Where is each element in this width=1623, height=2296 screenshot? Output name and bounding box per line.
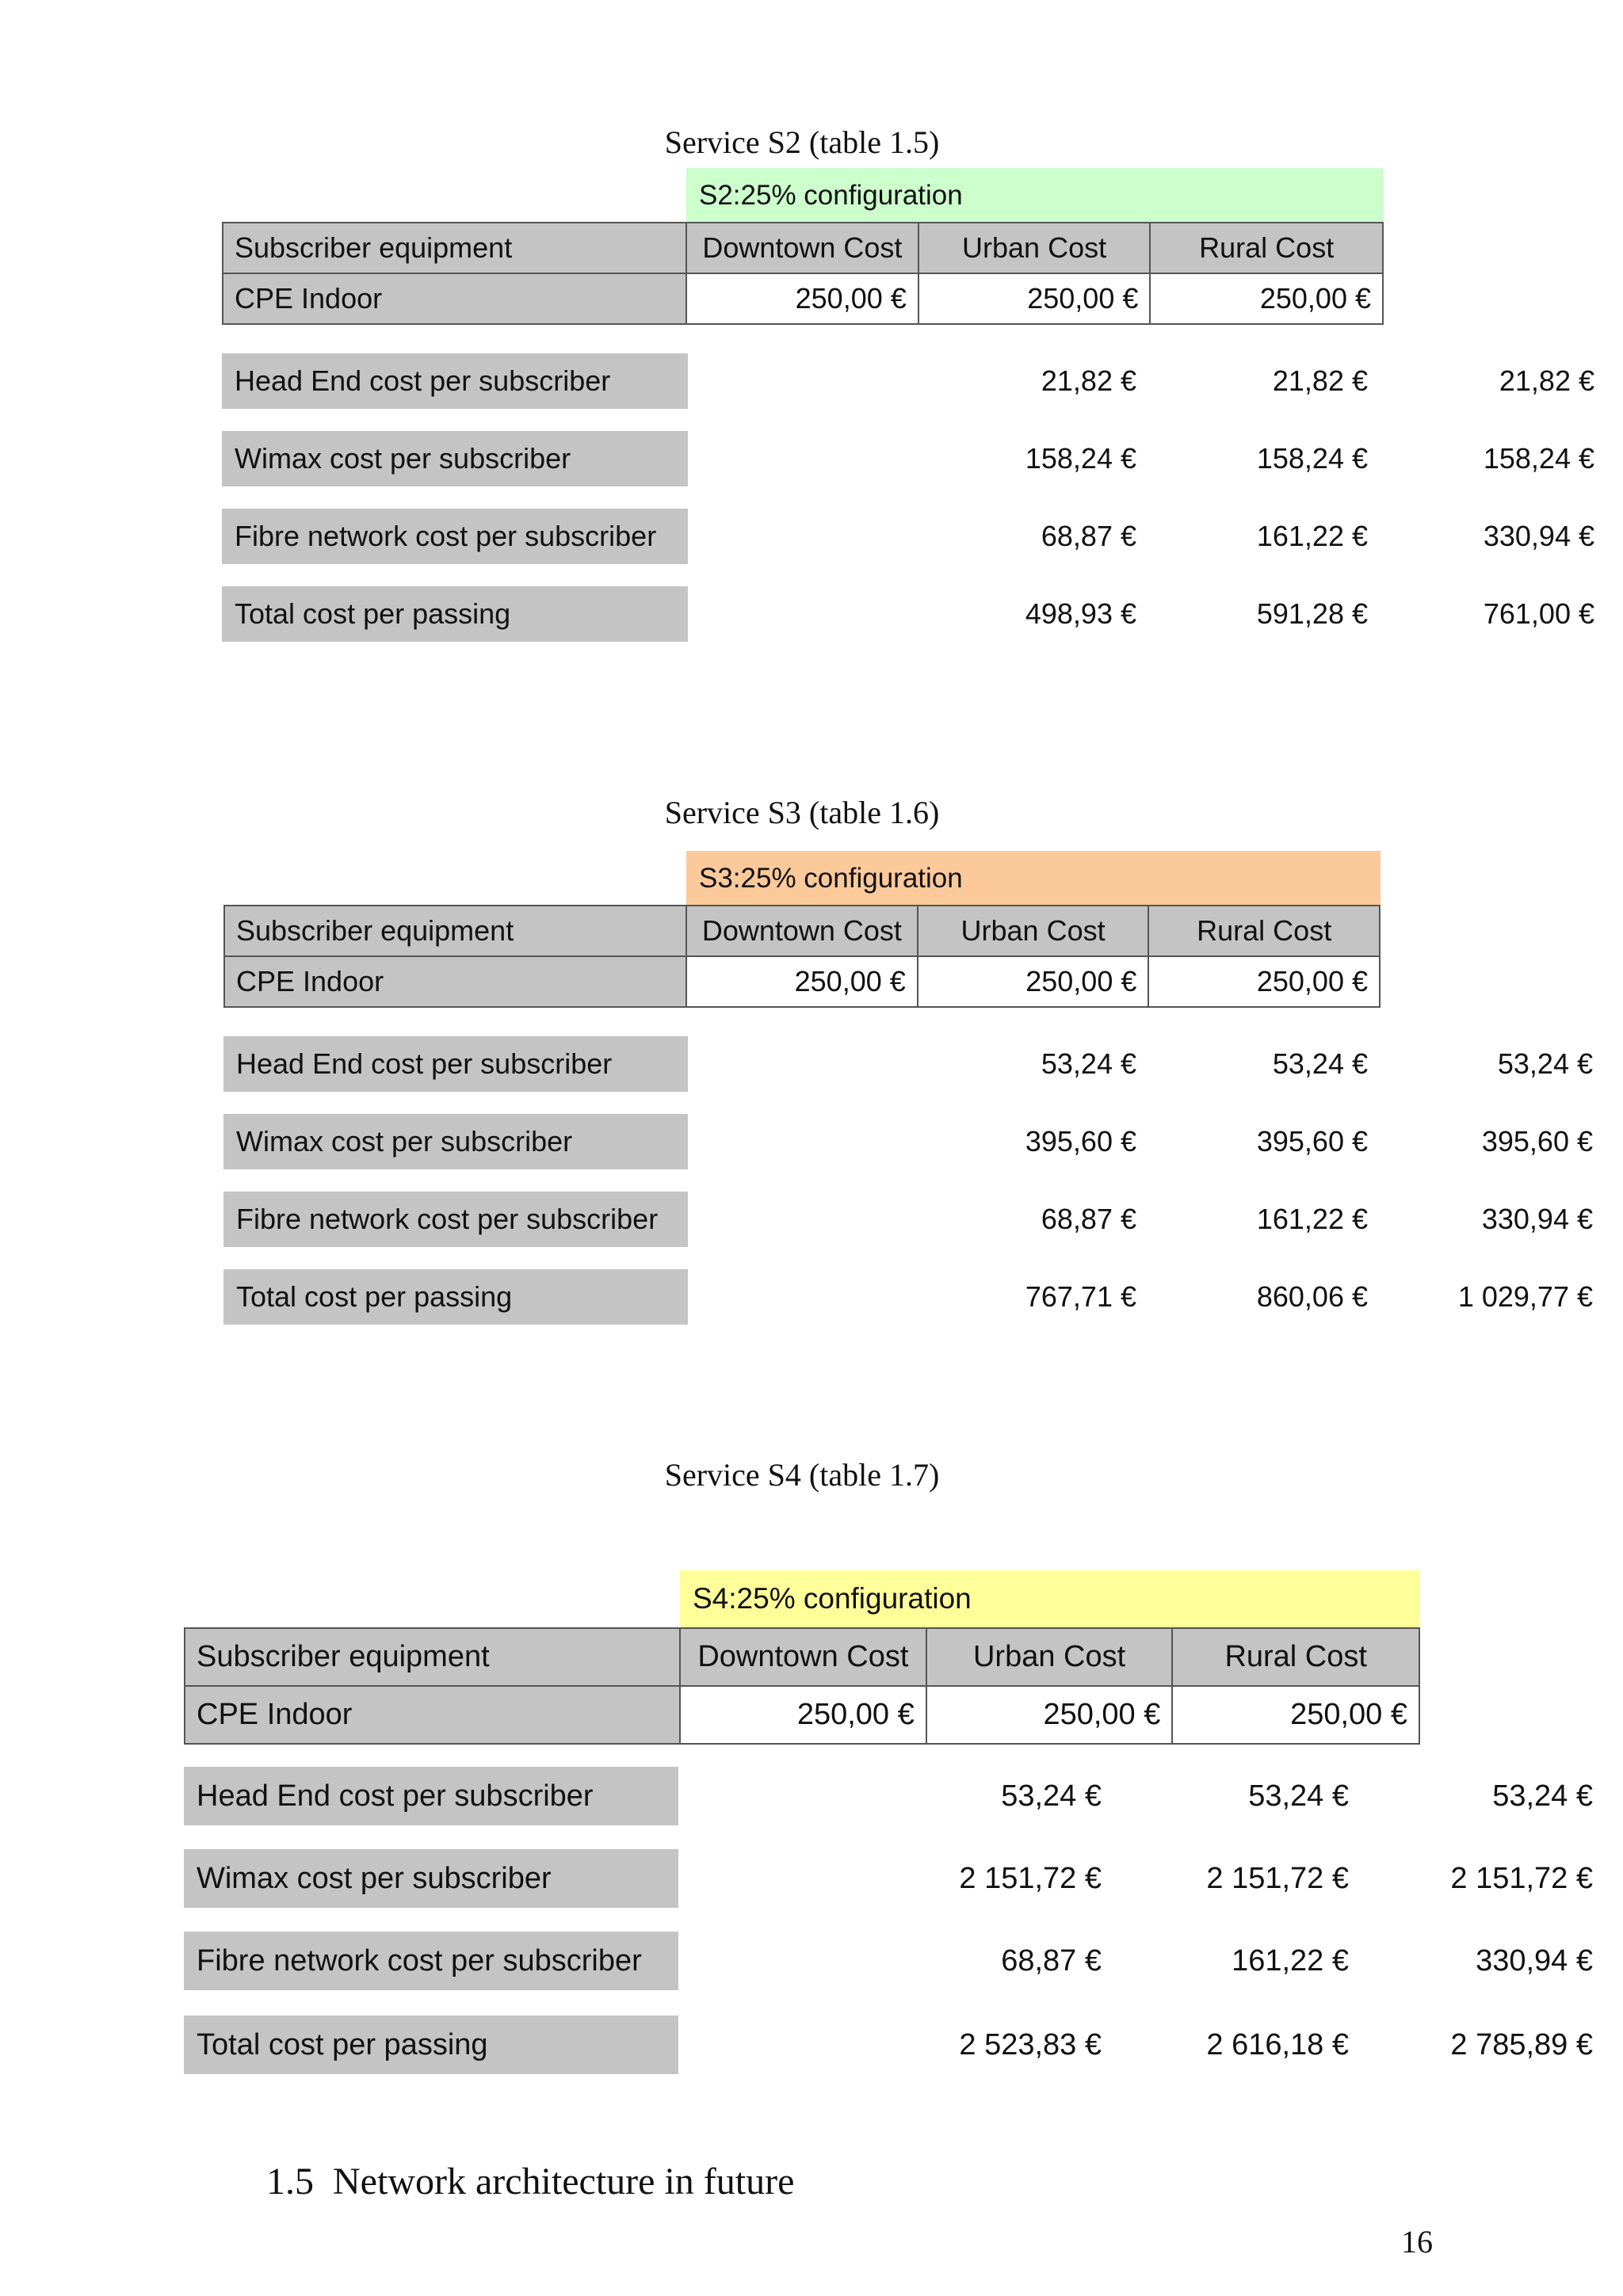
table-row — [185, 1686, 1419, 1744]
header-cell: Urban Cost — [918, 906, 1149, 956]
table-caption: Service S4 (table 1.7) — [664, 1457, 940, 1493]
cell-value: 161,22 € — [1256, 1203, 1368, 1235]
cell-value: 1 029,77 € — [1457, 1280, 1593, 1313]
cell-value: 250,00 € — [686, 273, 918, 324]
cell-value: 250,00 € — [686, 956, 918, 1007]
cell-value: 250,00 € — [1150, 273, 1383, 324]
row-label: Fibre network cost per subscriber — [223, 1192, 688, 1247]
table-row — [223, 1192, 1593, 1247]
cell-value: 2 151,72 € — [1206, 1861, 1349, 1895]
table-row — [184, 1849, 1593, 1908]
table-row — [223, 273, 1383, 324]
cell-value: 250,00 € — [918, 273, 1151, 324]
cell-value: 767,71 € — [1025, 1280, 1136, 1313]
config-label: S2:25% configuration — [686, 168, 1384, 223]
row-label: CPE Indoor — [185, 1686, 680, 1744]
cell-value: 330,94 € — [1481, 1203, 1593, 1235]
header-cell: Rural Cost — [1172, 1628, 1419, 1686]
cell-value: 250,00 € — [926, 1686, 1173, 1744]
row-label: Wimax cost per subscriber — [223, 1114, 688, 1169]
cell-value: 330,94 € — [1483, 520, 1594, 552]
table-header-row — [185, 1628, 1419, 1686]
header-cell: Subscriber equipment — [185, 1628, 680, 1686]
cost-table-header — [222, 222, 1384, 325]
row-label: Wimax cost per subscriber — [222, 431, 688, 486]
table-row — [184, 1932, 1593, 1990]
table-row — [222, 509, 1594, 564]
cell-value: 860,06 € — [1256, 1280, 1368, 1313]
cell-value: 2 785,89 € — [1450, 2027, 1593, 2061]
cell-value: 53,24 € — [1248, 1779, 1349, 1813]
cost-table-header — [223, 905, 1381, 1008]
table-row — [222, 586, 1594, 642]
cell-value: 161,22 € — [1232, 1943, 1349, 1978]
cell-value: 21,82 € — [1499, 364, 1594, 397]
table-row — [222, 353, 1594, 409]
cell-value: 250,00 € — [1148, 956, 1380, 1007]
row-label: Total cost per passing — [223, 1269, 688, 1325]
row-label: Fibre network cost per subscriber — [184, 1932, 678, 1990]
header-cell: Downtown Cost — [680, 1628, 926, 1686]
table-row — [224, 956, 1380, 1007]
header-cell: Downtown Cost — [686, 906, 918, 956]
row-label: Head End cost per subscriber — [222, 353, 688, 409]
cell-value: 158,24 € — [1256, 442, 1368, 475]
table-row — [184, 1767, 1593, 1825]
cell-value: 68,87 € — [1001, 1943, 1102, 1978]
cell-value: 250,00 € — [918, 956, 1149, 1007]
cell-value: 250,00 € — [680, 1686, 926, 1744]
cell-value: 330,94 € — [1476, 1943, 1593, 1978]
cell-value: 53,24 € — [1001, 1779, 1102, 1813]
table-caption: Service S2 (table 1.5) — [664, 124, 940, 160]
header-cell: Rural Cost — [1148, 906, 1380, 956]
cell-value: 53,24 € — [1041, 1047, 1136, 1080]
cell-value: 498,93 € — [1025, 597, 1136, 630]
header-cell: Urban Cost — [926, 1628, 1173, 1686]
header-cell: Subscriber equipment — [224, 906, 686, 956]
cell-value: 53,24 € — [1497, 1047, 1593, 1080]
row-label: Head End cost per subscriber — [223, 1036, 688, 1092]
cell-value: 53,24 € — [1492, 1779, 1593, 1813]
table-row — [223, 1114, 1593, 1169]
cell-value: 591,28 € — [1256, 597, 1368, 630]
row-label: CPE Indoor — [223, 273, 686, 324]
header-cell: Rural Cost — [1150, 223, 1383, 273]
cell-value: 395,60 € — [1025, 1125, 1136, 1158]
cell-value: 158,24 € — [1025, 442, 1136, 475]
cell-value: 21,82 € — [1272, 364, 1368, 397]
row-label: Total cost per passing — [222, 586, 688, 642]
header-cell: Downtown Cost — [686, 223, 918, 273]
row-label: Total cost per passing — [184, 2016, 678, 2074]
row-label: CPE Indoor — [224, 956, 686, 1007]
table-row — [184, 2016, 1593, 2074]
row-label: Head End cost per subscriber — [184, 1767, 678, 1825]
section-heading: 1.5 Network architecture in future — [266, 2161, 795, 2203]
config-label: S3:25% configuration — [686, 851, 1381, 906]
table-header-row — [223, 223, 1383, 273]
config-label: S4:25% configuration — [680, 1570, 1420, 1627]
cell-value: 161,22 € — [1256, 520, 1368, 552]
table-caption: Service S3 (table 1.6) — [664, 795, 940, 830]
cell-value: 21,82 € — [1041, 364, 1136, 397]
cell-value: 68,87 € — [1041, 1203, 1136, 1235]
cell-value: 395,60 € — [1256, 1125, 1368, 1158]
table-row — [223, 1269, 1593, 1325]
row-label: Wimax cost per subscriber — [184, 1849, 678, 1908]
cell-value: 68,87 € — [1041, 520, 1136, 552]
page-number: 16 — [1401, 2224, 1433, 2260]
cell-value: 158,24 € — [1483, 442, 1594, 475]
table-header-row — [224, 906, 1380, 956]
cell-value: 2 151,72 € — [959, 1861, 1102, 1895]
table-row — [222, 431, 1594, 486]
cost-table-header — [184, 1627, 1420, 1745]
cell-value: 395,60 € — [1481, 1125, 1593, 1158]
cell-value: 53,24 € — [1272, 1047, 1368, 1080]
cell-value: 250,00 € — [1172, 1686, 1419, 1744]
table-row — [223, 1036, 1593, 1092]
header-cell: Urban Cost — [918, 223, 1151, 273]
header-cell: Subscriber equipment — [223, 223, 686, 273]
cell-value: 2 616,18 € — [1206, 2027, 1349, 2061]
row-label: Fibre network cost per subscriber — [222, 509, 688, 564]
cell-value: 2 523,83 € — [959, 2027, 1102, 2061]
cell-value: 761,00 € — [1483, 597, 1594, 630]
cell-value: 2 151,72 € — [1450, 1861, 1593, 1895]
